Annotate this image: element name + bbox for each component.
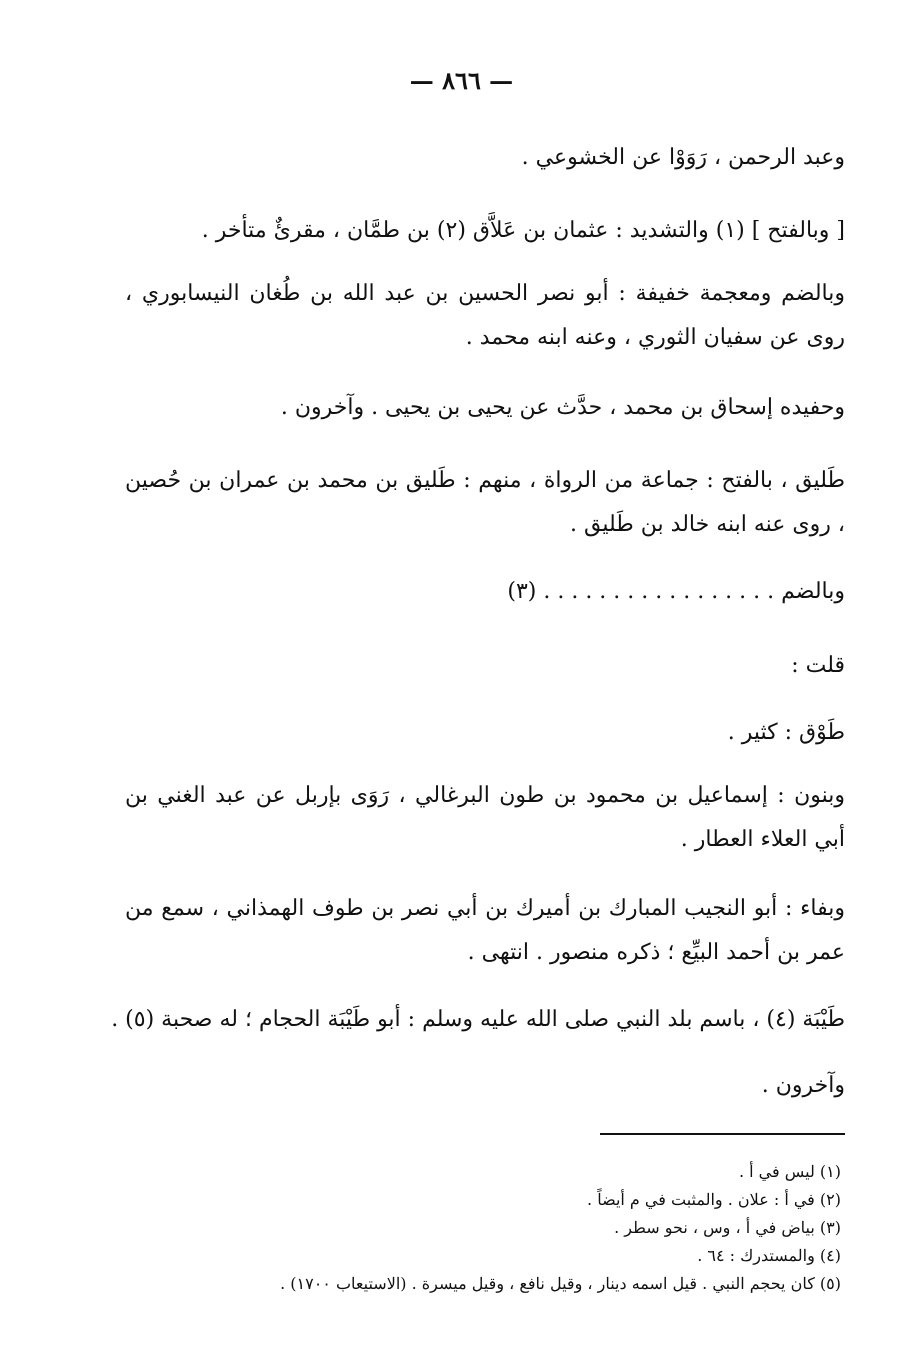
paragraph-8: طَوْق : كثير . [727, 720, 845, 745]
paragraph-2: [ وبالفتح ] (١) والتشديد : عثمان بن عَلاَّق (٢) بن طمَّان ، مقرئٌ متأخر . [201, 218, 845, 243]
paragraph-11: طَيْبَة (٤) ، باسم بلد النبي صلى الله عليه وسلم : أبو طَيْبَة الحجام ؛ له صحبة (٥) . [111, 1007, 845, 1032]
paragraph-1: وعبد الرحمن ، رَوَوْا عن الخشوعي . [521, 145, 845, 170]
paragraph-4: وحفيده إسحاق بن محمد ، حدَّث عن يحيى بن يحيى . وآخرون . [280, 395, 845, 420]
footnote-4: (٤) والمستدرك : ٦٤ . [697, 1246, 841, 1265]
footnote-3: (٣) بياض في أ ، وس ، نحو سطر . [614, 1218, 841, 1237]
paragraph-12: وآخرون . [761, 1073, 845, 1098]
paragraph-5: طَليق ، بالفتح : جماعة من الرواة ، منهم : طَليق بن محمد بن عمران بن حُصين ، روى عنه ابنه خالد بن طَليق . [125, 468, 845, 537]
paragraph-10: وبفاء : أبو النجيب المبارك بن أميرك بن أبي نصر بن طوف الهمذاني ، سمع من عمر بن أحمد البيِّع ؛ ذكره منصور . انتهى . [125, 896, 845, 965]
paragraph-3: وبالضم ومعجمة خفيفة : أبو نصر الحسين بن عبد الله بن طُغان النيسابوري ، روى عن سفيان الثوري ، وعنه ابنه محمد . [125, 281, 845, 350]
footnote-1: (١) ليس في أ . [738, 1162, 841, 1181]
paragraph-9: وبنون : إسماعيل بن محمود بن طون البرغالي ، رَوَى بإربل عن عبد الغني بن أبي العلاء العطار . [125, 783, 845, 852]
page-number: — ٨٦٦ — [409, 66, 514, 95]
footnote-5: (٥) كان يحجم النبي . قيل اسمه دينار ، وقيل نافع ، وقيل ميسرة . (الاستيعاب ١٧٠٠) . [280, 1274, 841, 1293]
paragraph-6: وبالضم . . . . . . . . . . . . . . . . . (٣) [507, 579, 845, 604]
footnotes [201, 1158, 841, 1298]
footnote-separator [600, 1133, 845, 1135]
paragraph-7: قلت : [791, 653, 845, 678]
footnote-2: (٢) في أ : علان . والمثبت في م أيضاً . [587, 1190, 841, 1209]
